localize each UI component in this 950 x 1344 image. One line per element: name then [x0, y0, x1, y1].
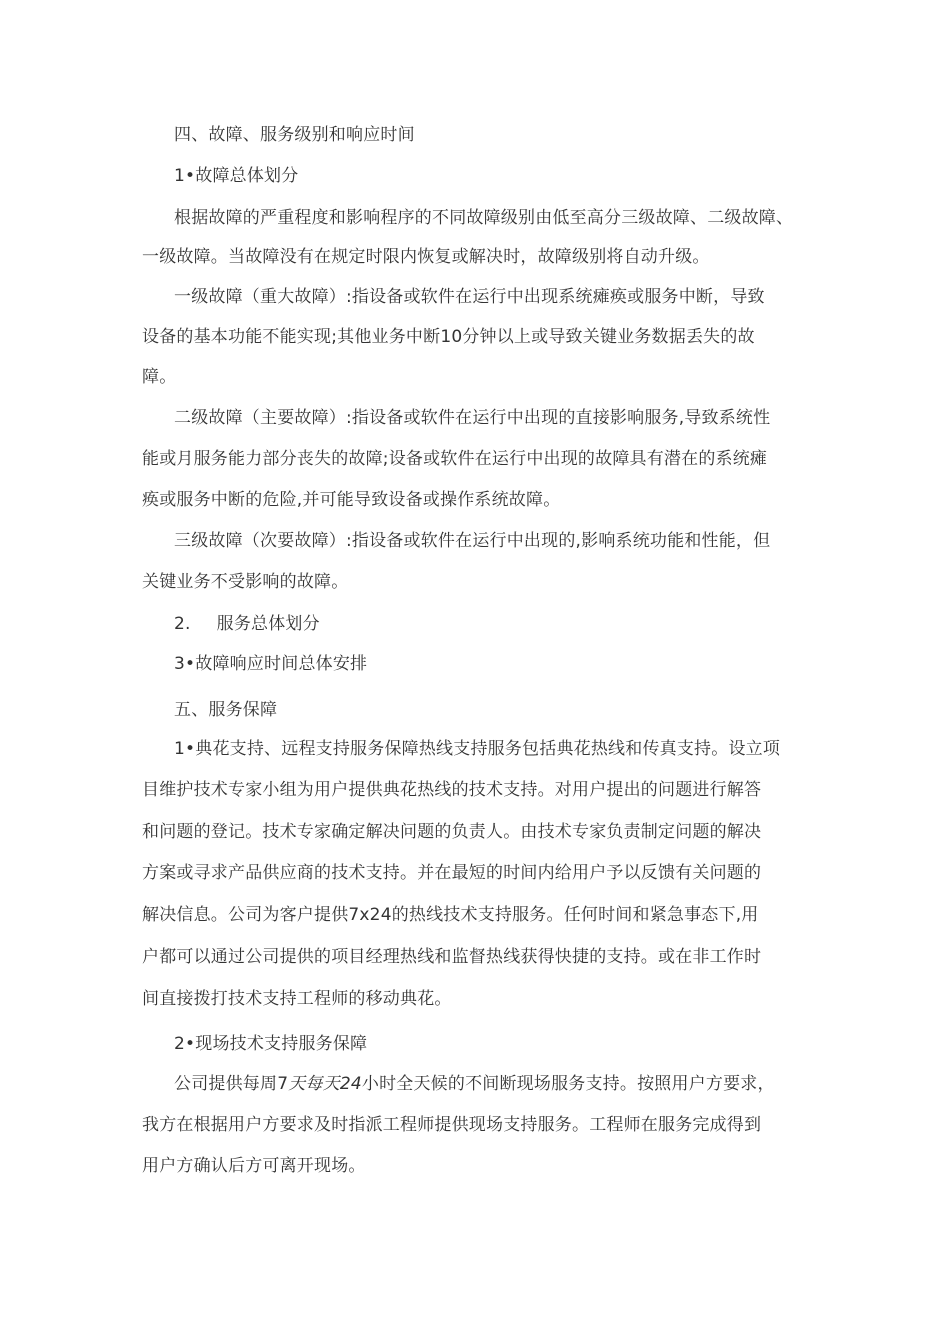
- text-run: 小时全天候的不间断现场服务支持。按照用户方要求，: [361, 1074, 775, 1094]
- paragraph-line: 我方在根据用户方要求及时指派工程师提供现场支持服务。工程师在服务完成得到: [142, 1115, 762, 1135]
- section-heading-4: 四、故障、服务级别和响应时间: [174, 125, 415, 145]
- paragraph-line: 设备的基本功能不能实现;其他业务中断10分钟以上或导致关键业务数据丢失的故: [142, 327, 755, 347]
- subsection-title-1: 1•故障总体划分: [174, 166, 299, 186]
- subsection-title-3: 3•故障响应时间总体安排: [174, 654, 368, 674]
- paragraph-line: 1•典花支持、远程支持服务保障热线支持服务包括典花热线和传真支持。设立项: [174, 739, 781, 759]
- paragraph-line: 二级故障（主要故障）:指设备或软件在运行中出现的直接影响服务,导致系统性: [174, 408, 771, 428]
- subsection-label: 服务总体划分: [216, 614, 320, 634]
- paragraph-line: 和问题的登记。技术专家确定解决问题的负责人。由技术专家负责制定问题的解决: [142, 822, 762, 842]
- paragraph-line: 一级故障。当故障没有在规定时限内恢复或解决时，故障级别将自动升级。: [142, 247, 710, 267]
- paragraph-line: 目维护技术专家小组为用户提供典花热线的技术支持。对用户提出的问题进行解答: [142, 780, 762, 800]
- paragraph-line: [174, 1072, 775, 1096]
- paragraph-line: 痪或服务中断的危险,并可能导致设备或操作系统故障。: [142, 490, 561, 510]
- paragraph-line: 用户方确认后方可离开现场。: [142, 1156, 366, 1176]
- italic-text-run: 天每天: [288, 1074, 340, 1094]
- paragraph-line: 三级故障（次要故障）:指设备或软件在运行中出现的,影响系统功能和性能，但: [174, 531, 771, 551]
- subsection-number: 2.: [174, 614, 191, 634]
- paragraph-line: 方案或寻求产品供应商的技术支持。并在最短的时间内给用户予以反馈有关问题的: [142, 863, 762, 883]
- paragraph-line: 户都可以通过公司提供的项目经理热线和监督热线获得快捷的支持。或在非工作时: [142, 947, 762, 967]
- paragraph-line: 间直接拨打技术支持工程师的移动典花。: [142, 989, 452, 1009]
- subsection-title-2: [174, 612, 320, 636]
- paragraph-line: 根据故障的严重程度和影响程序的不同故障级别由低至高分三级故障、二级故障、: [174, 208, 794, 228]
- subsection-title-5-2: 2•现场技术支持服务保障: [174, 1034, 368, 1054]
- section-heading-5: 五、服务保障: [174, 700, 278, 720]
- paragraph-line: 一级故障（重大故障）:指设备或软件在运行中出现系统瘫痪或服务中断，导致: [174, 287, 765, 307]
- text-run: 公司提供每周7: [174, 1074, 289, 1094]
- paragraph-line: 解决信息。公司为客户提供7x24的热线技术支持服务。任何时间和紧急事态下,用: [142, 905, 759, 925]
- paragraph-line: 关键业务不受影响的故障。: [142, 572, 349, 592]
- paragraph-line: 能或月服务能力部分丧失的故障;设备或软件在运行中出现的故障具有潜在的系统瘫: [142, 449, 768, 469]
- italic-text-run: 24: [339, 1074, 362, 1094]
- paragraph-line: 障。: [142, 367, 177, 387]
